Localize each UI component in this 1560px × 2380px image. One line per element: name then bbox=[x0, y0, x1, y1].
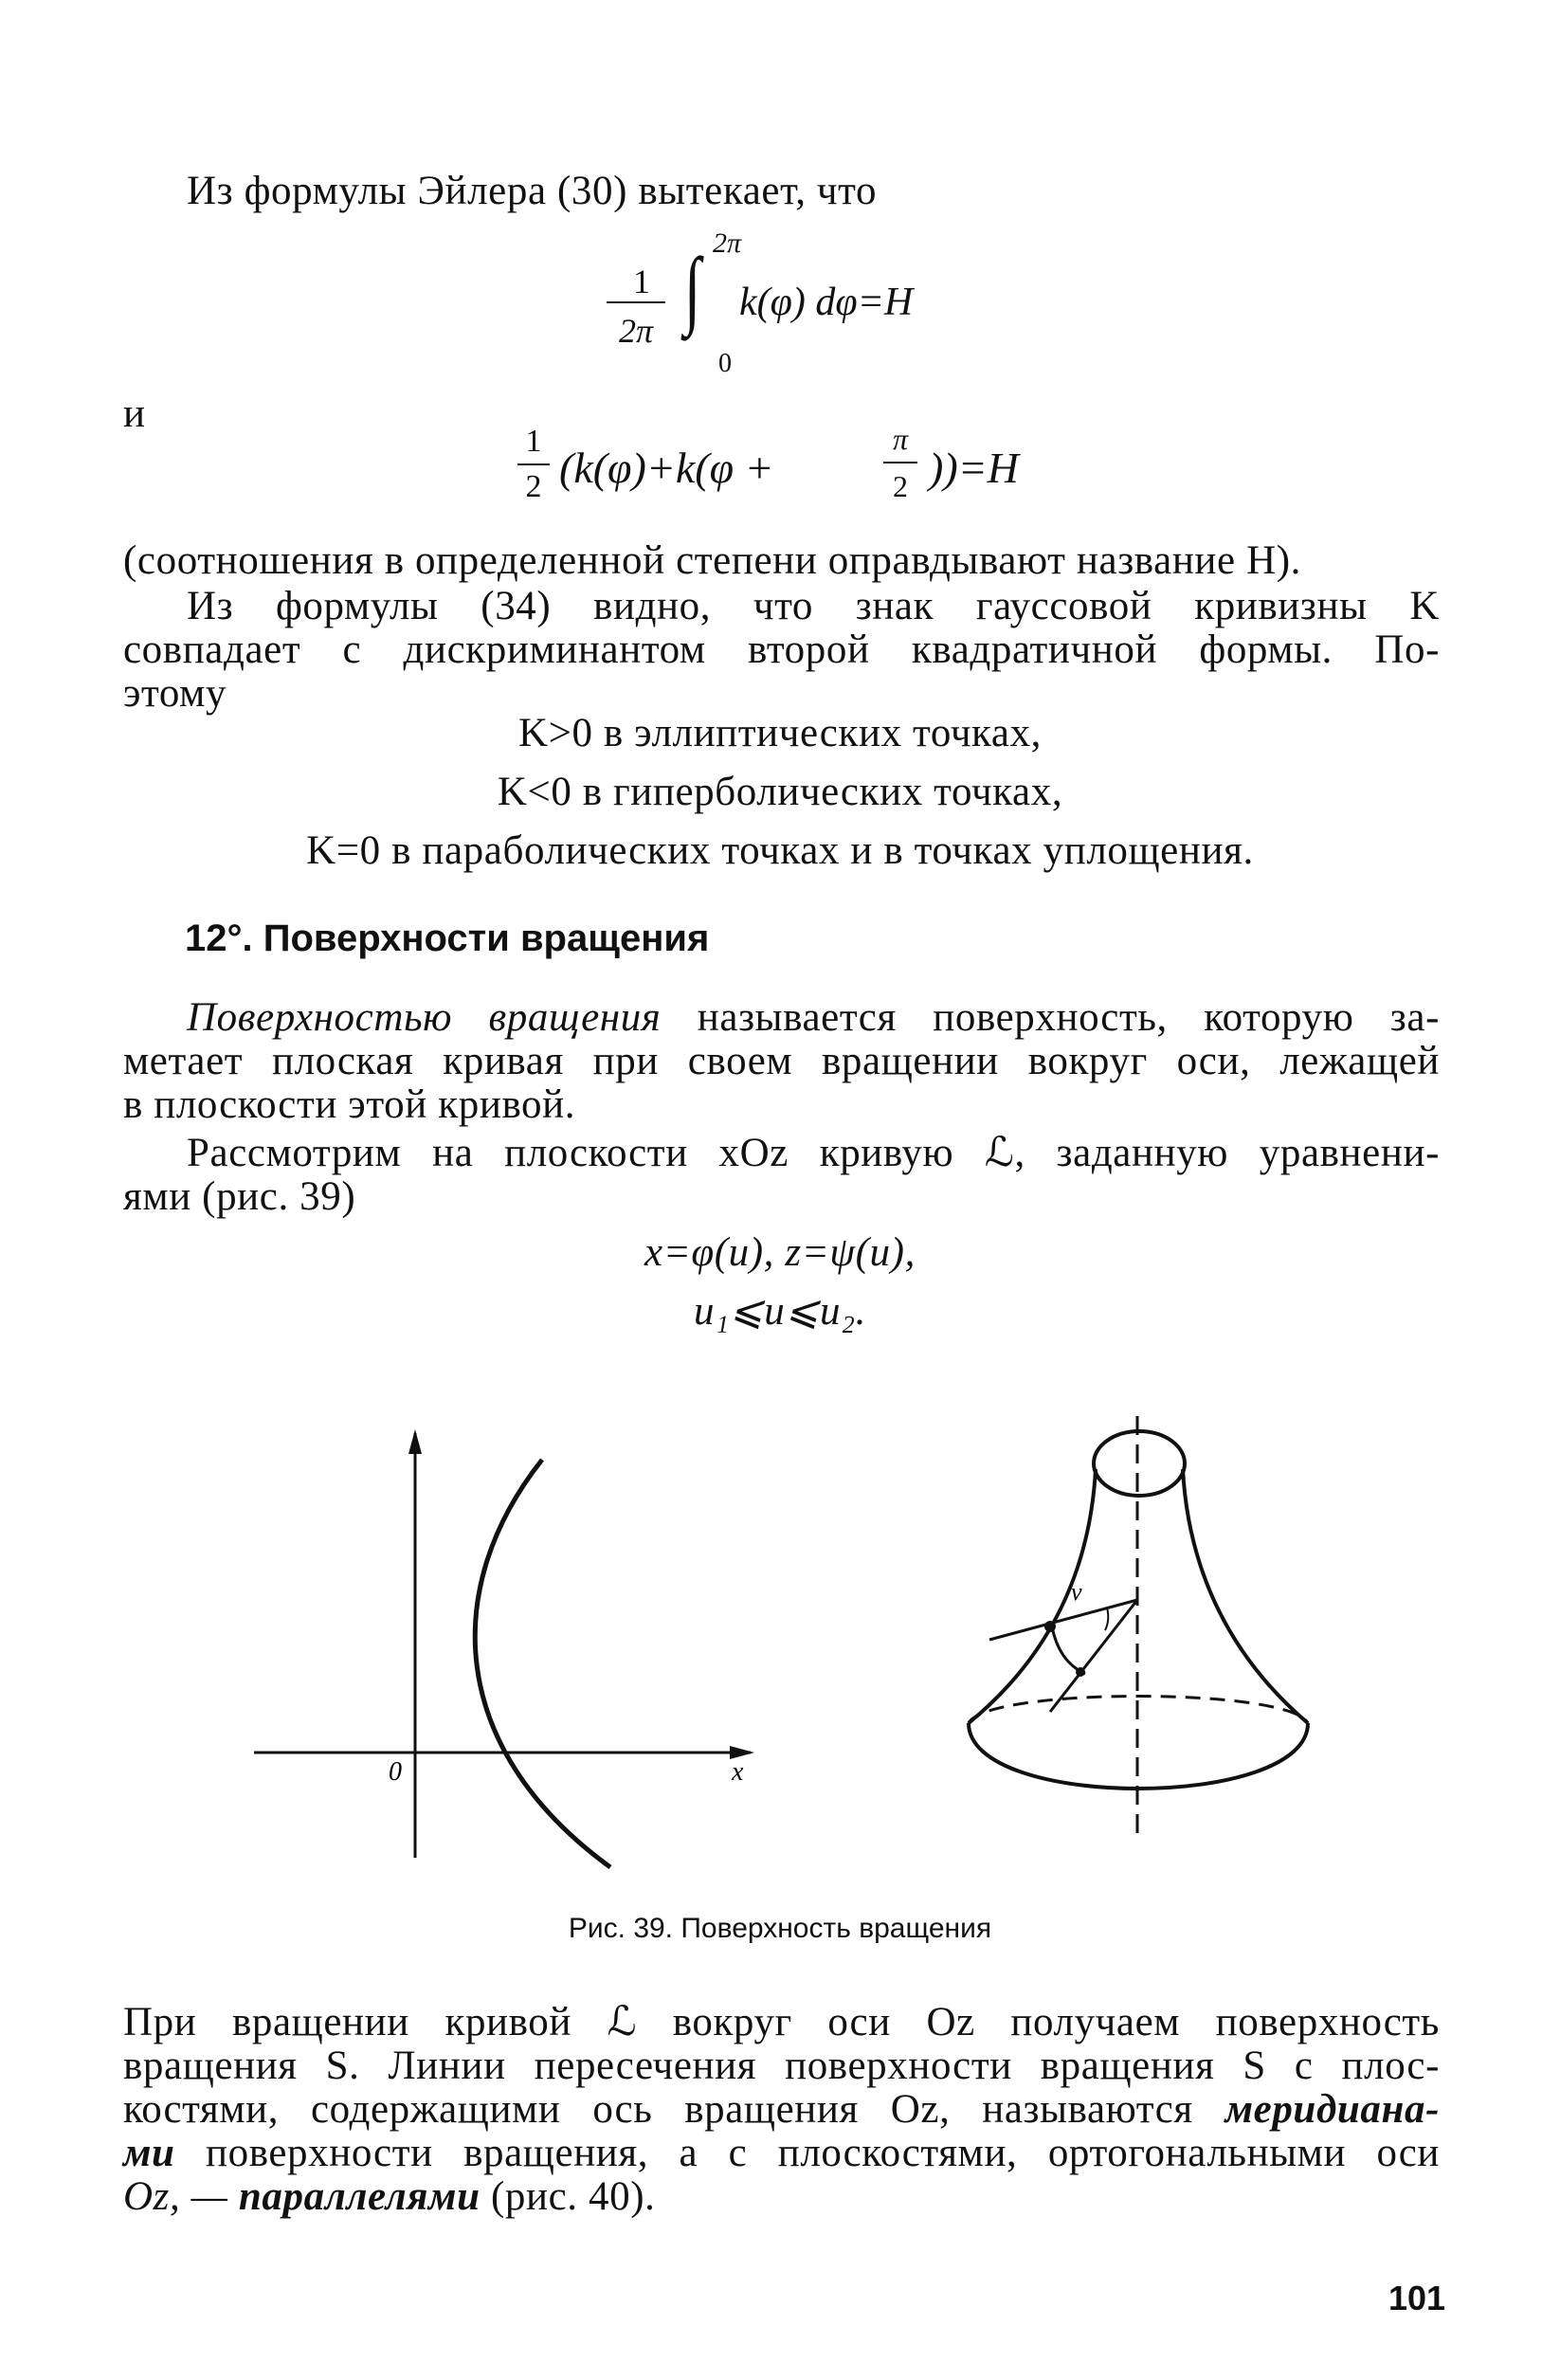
surface-of-revolution bbox=[948, 1403, 1346, 1848]
definition-line-2: метает плоская кривая при своем вращении вокруг оси, лежащей bbox=[123, 1039, 1440, 1083]
surface-point-2 bbox=[1076, 1667, 1085, 1677]
surface-point bbox=[1044, 1621, 1056, 1632]
pi-numerator: π bbox=[892, 422, 909, 456]
sum-left: (k(φ)+k(φ + bbox=[559, 444, 774, 492]
integral-sign: ∫ bbox=[683, 240, 701, 336]
intro-text: Из формулы Эйлера (30) вытекает, что bbox=[187, 169, 878, 213]
sum-right: ))=H bbox=[929, 444, 1019, 492]
paragraph-6-line-5-end: (рис. 40). bbox=[480, 2174, 656, 2219]
fraction-numerator: 1 bbox=[633, 263, 650, 300]
half-numerator: 1 bbox=[525, 424, 542, 459]
fraction-denominator: 2π bbox=[618, 312, 654, 350]
formula-sum bbox=[512, 422, 1099, 526]
definition-line-3: в плоскости этой кривой. bbox=[123, 1082, 576, 1127]
half-denominator: 2 bbox=[525, 469, 542, 504]
paragraph-3-line-1: Из формулы (34) видно, что знак гауссовой кривизны K bbox=[187, 584, 1440, 628]
integral-body: k(φ) dφ=H bbox=[739, 281, 914, 324]
conjunction: и bbox=[123, 391, 146, 436]
paragraph-5-line-1: Рассмотрим на плоскости xOz кривую ℒ, заданную уравнени- bbox=[187, 1131, 1440, 1175]
paragraph-3-line-2: совпадает с дискриминантом второй квадратичной формы. По- bbox=[123, 627, 1440, 672]
z-axis-arrow bbox=[408, 1429, 422, 1454]
integral-upper-limit: 2π bbox=[713, 227, 742, 259]
paragraph-6-line-5-start: Oz, — bbox=[123, 2174, 239, 2219]
angle-label: v bbox=[1071, 1578, 1082, 1606]
paragraph-6-line-4 bbox=[123, 2133, 1440, 2173]
pi-bar bbox=[883, 462, 917, 463]
formula-integral bbox=[597, 227, 995, 379]
definition-line-1 bbox=[187, 997, 1440, 1038]
term-meridians-end: ми bbox=[123, 2131, 175, 2175]
page-number: 101 bbox=[1388, 2279, 1446, 2317]
parallel-arc bbox=[1052, 1626, 1085, 1674]
fraction-bar bbox=[607, 301, 665, 303]
top-circle bbox=[1094, 1431, 1185, 1496]
equation-parametric: x=φ(u), z=ψ(u), bbox=[644, 1230, 916, 1275]
pi-denominator: 2 bbox=[893, 469, 908, 503]
condition-zero: K=0 в параболических точках и в точках уплощения. bbox=[306, 828, 1254, 873]
half-bar bbox=[517, 463, 550, 465]
equation-range: u₁⩽u⩽u₂. bbox=[693, 1289, 866, 1334]
paragraph-6-line-4-text: поверхности вращения, а с плоскостями, ортогональными оси bbox=[174, 2131, 1440, 2175]
figure-caption: Рис. 39. Поверхность вращения bbox=[568, 1913, 992, 1944]
origin-label: 0 bbox=[389, 1757, 402, 1787]
condition-positive: K>0 в эллиптических точках, bbox=[517, 711, 1043, 755]
integral-lower-limit: 0 bbox=[718, 349, 732, 378]
paragraph-5-line-2: ями (рис. 39) bbox=[123, 1174, 356, 1219]
paragraph-2: (соотношения в определенной степени оправдывают название H). bbox=[123, 538, 1302, 583]
paragraph-6-line-3-text: костями, содержащими ось вращения Oz, называются bbox=[123, 2087, 1225, 2132]
section-heading: 12°. Поверхности вращения bbox=[185, 917, 710, 959]
paragraph-6-line-5 bbox=[123, 2176, 655, 2217]
curve-plot bbox=[246, 1422, 777, 1877]
angle-arc bbox=[1105, 1608, 1108, 1630]
term-parallels: параллелями bbox=[238, 2174, 481, 2219]
x-axis-label: x bbox=[732, 1757, 744, 1787]
definition-line-1-rest: называется поверхность, которую за- bbox=[661, 995, 1440, 1040]
definition-term: Поверхностью вращения bbox=[187, 995, 662, 1040]
paragraph-6-line-2: вращения S. Линии пересечения поверхности вращения S с плос- bbox=[123, 2044, 1440, 2088]
term-meridians: меридиана- bbox=[1224, 2087, 1440, 2132]
paragraph-6-line-1: При вращении кривой ℒ вокруг оси Oz получаем поверхность bbox=[123, 2000, 1440, 2044]
paragraph-3-line-3: этому bbox=[123, 671, 227, 716]
right-profile bbox=[1183, 1469, 1308, 1723]
condition-negative: K<0 в гиперболических точках, bbox=[497, 770, 1063, 814]
paragraph-6-line-3 bbox=[123, 2089, 1440, 2130]
curve-L bbox=[475, 1460, 610, 1867]
